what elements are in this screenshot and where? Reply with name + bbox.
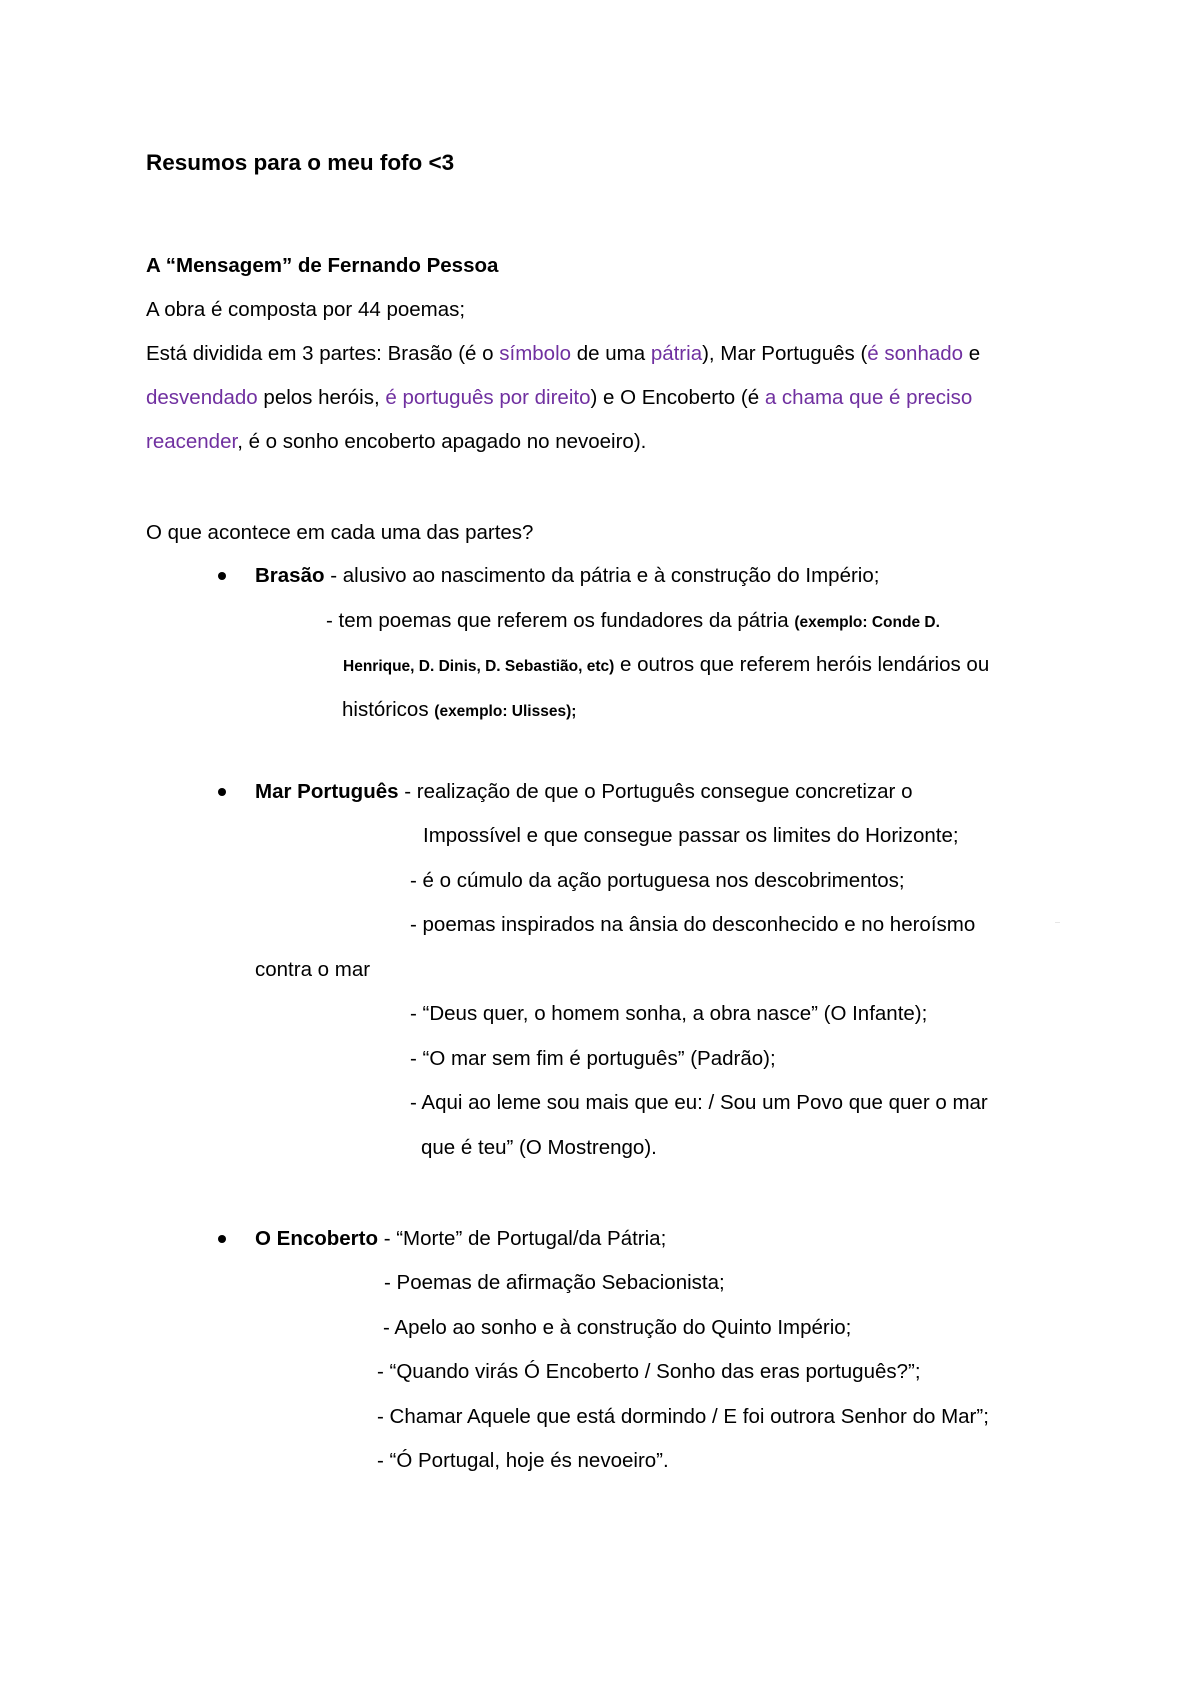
section-heading: A “Mensagem” de Fernando Pessoa [146, 254, 499, 277]
mar-line-5: contra o mar [255, 958, 371, 981]
mar-line-8: - Aqui ao leme sou mais que eu: / Sou um Povo que quer o mar [410, 1091, 988, 1114]
intro-line-3 [146, 385, 972, 411]
bullet-icon [218, 572, 226, 580]
encoberto-desc: - “Morte” de Portugal/da Pátria; [378, 1227, 667, 1250]
bullet-icon [218, 1235, 226, 1243]
highlight-span: desvendado [146, 386, 258, 409]
mar-line-7: - “O mar sem fim é português” (Padrão); [410, 1047, 776, 1070]
highlight-span: pátria [650, 342, 703, 365]
brasao-line [255, 563, 879, 589]
text-span: ) e O Encoberto (é [590, 386, 765, 409]
text-span: de uma [571, 342, 651, 365]
small-text-span: (exemplo: Conde D. [794, 614, 940, 631]
brasao-sub-3 [342, 697, 576, 725]
highlight-span: é português por direito [385, 386, 591, 409]
text-span: históricos [342, 698, 435, 721]
mar-line-2: Impossível e que consegue passar os limites do Horizonte; [423, 824, 959, 847]
encoberto-line-5: - Chamar Aquele que está dormindo / E foi outrora Senhor do Mar”; [377, 1405, 989, 1428]
encoberto-line-6: - “Ó Portugal, hoje és nevoeiro”. [377, 1449, 669, 1472]
encoberto-line-2: - Poemas de afirmação Sebacionista; [384, 1271, 725, 1294]
brasao-sub-2 [343, 652, 989, 680]
mar-line-3: - é o cúmulo da ação portuguesa nos descobrimentos; [410, 869, 905, 892]
page-title: Resumos para o meu fofo <3 [146, 150, 455, 175]
mar-label: Mar Português [255, 780, 399, 803]
intro-line-1: A obra é composta por 44 poemas; [146, 298, 466, 321]
encoberto-line-3: - Apelo ao sonho e à construção do Quinto Império; [383, 1316, 852, 1339]
faint-mark [1055, 922, 1060, 923]
intro-line-4 [146, 429, 646, 455]
mar-line-9: que é teu” (O Mostrengo). [421, 1136, 657, 1159]
mar-desc: - realização de que o Português consegue concretizar o [398, 780, 913, 803]
small-text-span: (exemplo: Ulisses); [434, 703, 577, 720]
highlight-span: reacender [146, 430, 238, 453]
question-line: O que acontece em cada uma das partes? [146, 521, 534, 544]
text-span: e outros que referem heróis lendários ou [614, 653, 990, 676]
brasao-sub-1 [326, 608, 940, 636]
highlight-span: símbolo [499, 342, 572, 365]
brasao-desc: - alusivo ao nascimento da pátria e à construção do Império; [324, 564, 880, 587]
text-span: ), Mar Português ( [702, 342, 868, 365]
encoberto-label: O Encoberto [255, 1227, 379, 1250]
text-span: , é o sonho encoberto apagado no nevoeiro). [237, 430, 647, 453]
text-span: pelos heróis, [257, 386, 386, 409]
intro-line-2 [146, 341, 980, 367]
encoberto-line-4: - “Quando virás Ó Encoberto / Sonho das eras português?”; [377, 1360, 921, 1383]
mar-line-6: - “Deus quer, o homem sonha, a obra nasce” (O Infante); [410, 1002, 928, 1025]
text-span: Está dividida em 3 partes: Brasão (é o [146, 342, 500, 365]
mar-line-4: - poemas inspirados na ânsia do desconhecido e no heroísmo [410, 913, 976, 936]
highlight-span: é sonhado [867, 342, 964, 365]
brasao-label: Brasão [255, 564, 325, 587]
small-text-span: Henrique, D. Dinis, D. Sebastião, etc) [343, 658, 615, 675]
text-span: e [963, 342, 981, 365]
highlight-span: a chama que é preciso [764, 386, 973, 409]
mar-line [255, 779, 912, 805]
encoberto-line [255, 1226, 666, 1252]
bullet-icon [218, 788, 226, 796]
text-span: - tem poemas que referem os fundadores da pátria [326, 609, 795, 632]
